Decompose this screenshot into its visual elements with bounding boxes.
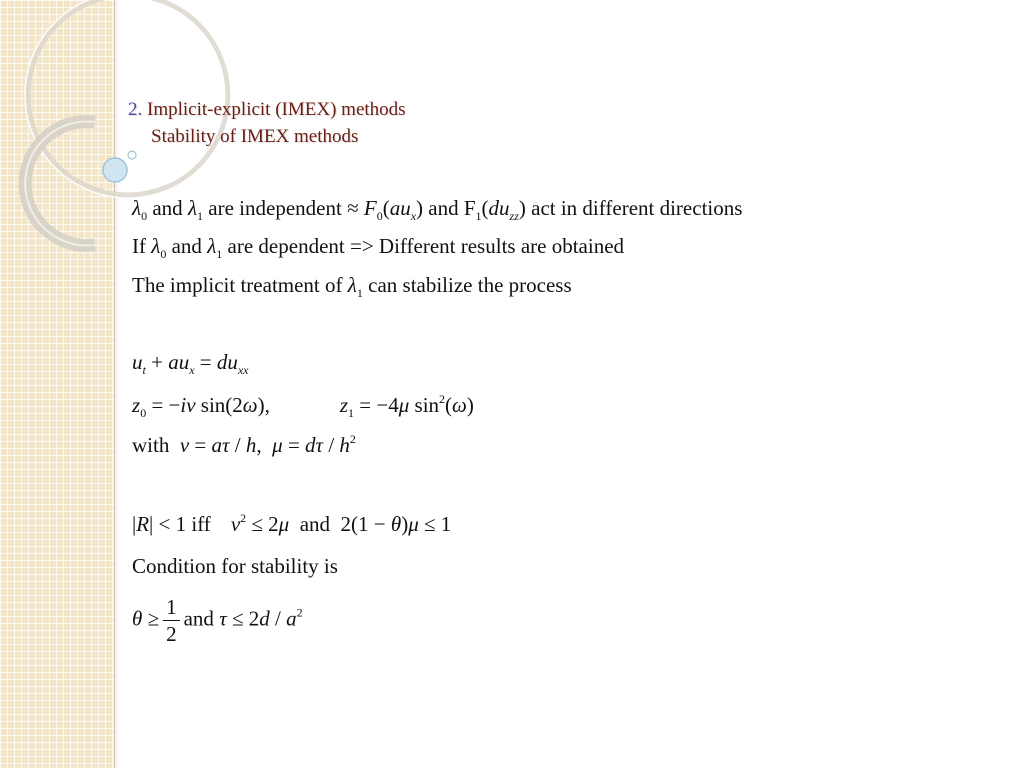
title-line-1: Implicit-explicit (IMEX) methods bbox=[147, 99, 406, 120]
text-implicit-treatment: The implicit treatment of bbox=[132, 273, 343, 297]
text-different-results: Different results are obtained bbox=[378, 234, 625, 258]
word-with: with bbox=[132, 433, 170, 457]
equation-theta-tau: θ ≥ $\frac{1}{2}$ and $\tau \le 2d / a^2$ bbox=[132, 595, 303, 646]
slide-title bbox=[128, 96, 406, 150]
implies-arrow: => bbox=[349, 234, 374, 258]
small-bubble-icon bbox=[128, 151, 136, 159]
word-and: and bbox=[428, 196, 459, 220]
title-number: 2. bbox=[128, 99, 143, 120]
text-line-independence: $\lambda_0$ and $\lambda_1$ are independent ≈ $F_0(au_x)$ and $F_1(du_{zz})$ act in different directions bbox=[132, 196, 743, 223]
word-and: and bbox=[183, 606, 214, 631]
word-iff: iff bbox=[191, 512, 211, 536]
equation-definitions: with ν = aτ / h, $\mu = d\tau / h^2$ bbox=[132, 432, 356, 457]
text-are-dependent: are dependent bbox=[227, 234, 345, 258]
text-line-condition bbox=[132, 554, 338, 579]
blue-bubble-icon bbox=[103, 158, 127, 182]
text-line-dependence: If $\lambda_0$ and $\lambda_1$ are dependent => Different results are obtained bbox=[132, 234, 625, 261]
title-line-2: Stability of IMEX methods bbox=[151, 126, 359, 147]
text-are-independent: are independent bbox=[208, 196, 342, 220]
word-and: and bbox=[299, 512, 331, 536]
equation-pde: $u_t + au_x = du_{xx}$ bbox=[132, 350, 249, 377]
text-line-implicit-treatment: The implicit treatment of $\lambda_1$ can stabilize the process bbox=[132, 273, 572, 300]
equation-z-values: $z_0 = -i\nu$ sin(2ω), $z_1 = -4\mu$ $\sin^2(\omega)$ bbox=[132, 392, 474, 420]
word-and: and bbox=[152, 196, 183, 220]
text-act-directions: act in different directions bbox=[531, 196, 743, 220]
text-can-stabilize: can stabilize the process bbox=[368, 273, 572, 297]
equation-stability-condition: |R| < 1 iff $\nu^2 \le 2\mu$ and 2(1 − θ)μ ≤ 1 bbox=[132, 511, 452, 536]
fraction-one-half: $\frac{1}{2}$ bbox=[163, 594, 180, 647]
word-and: and bbox=[171, 234, 202, 258]
word-if: If bbox=[132, 234, 146, 258]
text-condition-for-stability: Condition for stability is bbox=[132, 554, 338, 578]
